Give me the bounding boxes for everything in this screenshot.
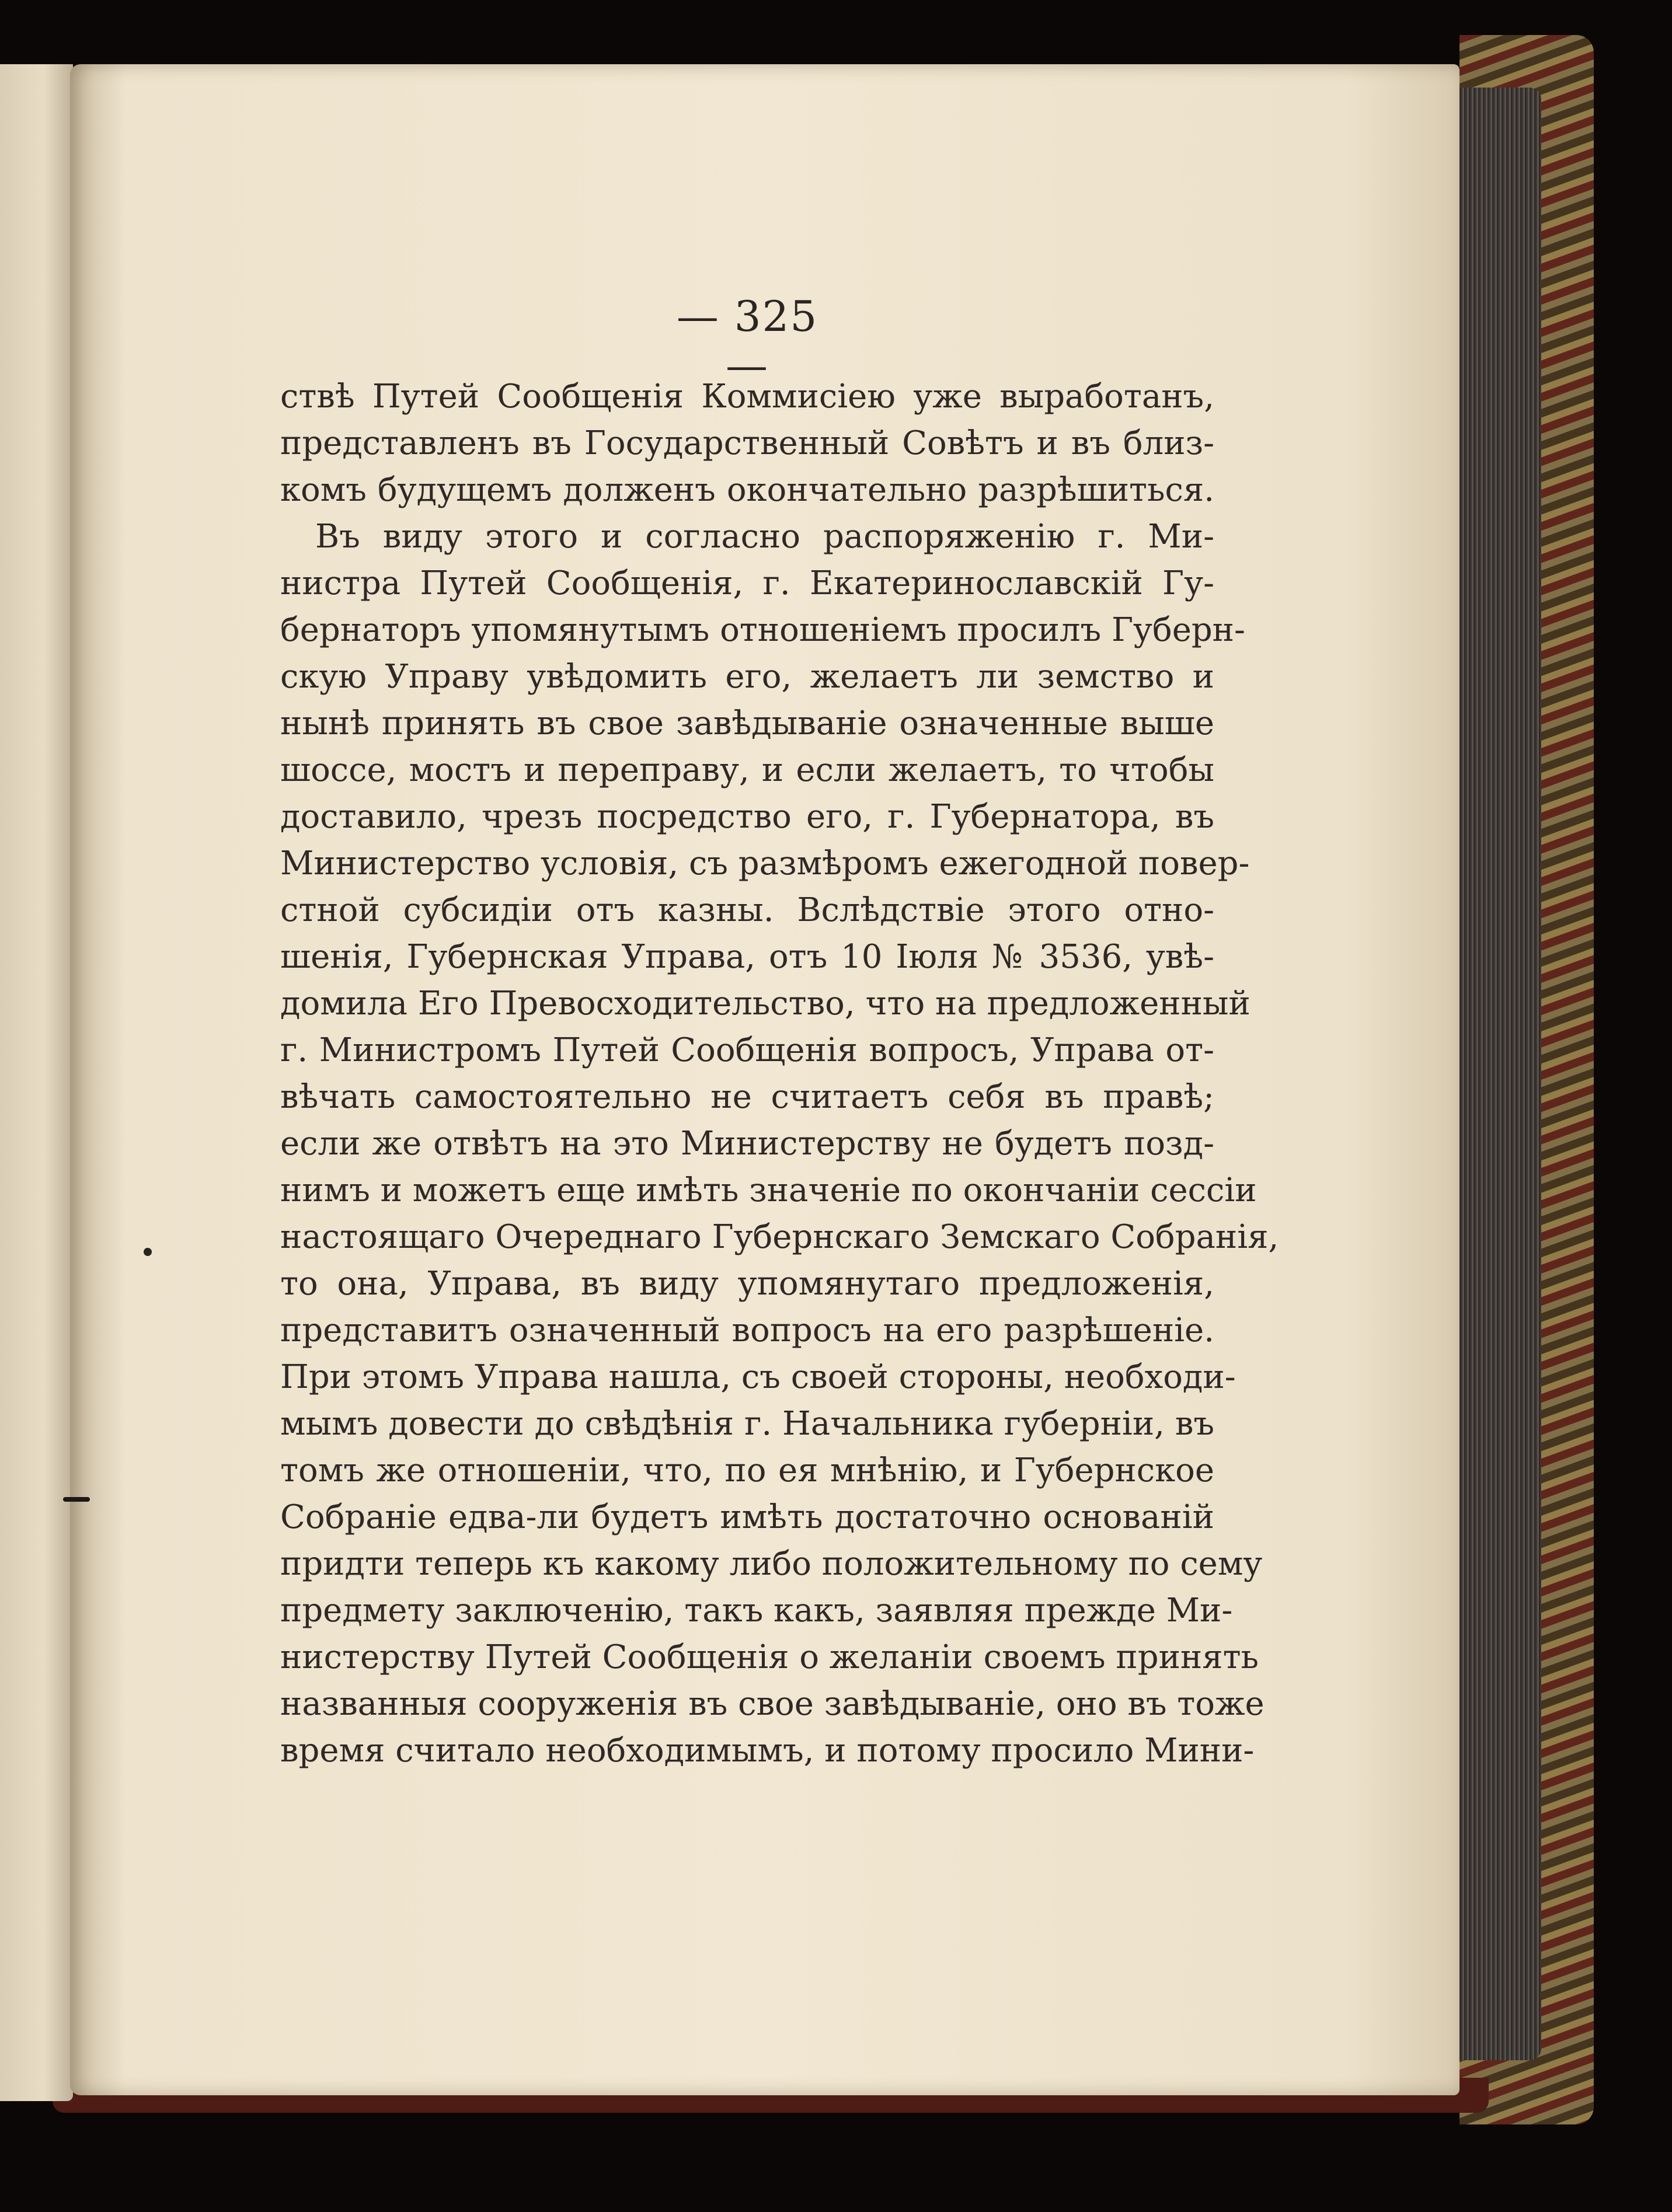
text-line: скую Управу увѣдомить его, желаетъ ли земство и xyxy=(280,658,1214,696)
text-line: предмету заключенію, такъ какъ, заявляя прежде Ми- xyxy=(280,1592,1233,1630)
text-line: шенія, Губернская Управа, отъ 10 Іюля № 3536, увѣ- xyxy=(280,938,1214,976)
text-line: домила Его Превосходительство, что на предложенный xyxy=(280,985,1250,1023)
text-line: то она, Управа, въ виду упомянутаго предложенія, xyxy=(280,1265,1214,1303)
text-line: представитъ означенный вопросъ на его разрѣшеніе. xyxy=(280,1311,1214,1349)
text-line: время считало необходимымъ, и потому просило Мини- xyxy=(280,1732,1255,1770)
ink-mark xyxy=(144,1248,152,1256)
page-body-text xyxy=(280,374,1279,1774)
text-line: томъ же отношеніи, что, по ея мнѣнію, и Губернское xyxy=(280,1452,1214,1489)
text-line: нынѣ принять въ свое завѣдываніе означенные выше xyxy=(280,704,1214,742)
text-line: нимъ и можетъ еще имѣть значеніе по окончаніи сессіи xyxy=(280,1171,1257,1209)
text-line: бернаторъ упомянутымъ отношеніемъ просилъ Губерн- xyxy=(280,611,1245,649)
text-line: вѣчать самостоятельно не считаетъ себя въ правѣ; xyxy=(280,1078,1214,1116)
text-line: если же отвѣтъ на это Министерству не будетъ позд- xyxy=(280,1125,1214,1163)
text-line: представленъ въ Государственный Совѣтъ и въ близ- xyxy=(280,424,1214,462)
text-line: нистерству Путей Сообщенія о желаніи своемъ принять xyxy=(280,1638,1259,1676)
previous-page-edge xyxy=(0,64,73,2101)
text-line: шоссе, мостъ и переправу, и если желаетъ, то чтобы xyxy=(280,751,1214,789)
text-line: мымъ довести до свѣдѣнія г. Начальника губерніи, въ xyxy=(280,1405,1214,1443)
text-line: Министерство условія, съ размѣромъ ежегодной повер- xyxy=(280,845,1250,882)
text-line: нистра Путей Сообщенія, г. Екатеринославскій Гу- xyxy=(280,564,1214,602)
margin-mark xyxy=(63,1497,90,1502)
page-number: — 325 — xyxy=(676,292,818,390)
text-line: Въ виду этого и согласно распоряженію г. Ми- xyxy=(315,518,1214,556)
text-line: При этомъ Управа нашла, съ своей стороны, необходи- xyxy=(280,1358,1236,1396)
text-line: комъ будущемъ долженъ окончательно разрѣшиться. xyxy=(280,471,1214,509)
text-line: доставило, чрезъ посредство его, г. Губернатора, въ xyxy=(280,798,1214,836)
text-line: настоящаго Очереднаго Губернскаго Земскаго Собранія, xyxy=(280,1218,1279,1256)
text-line: придти теперь къ какому либо положительному по сему xyxy=(280,1545,1263,1583)
text-line: г. Министромъ Путей Сообщенія вопросъ, Управа от- xyxy=(280,1031,1214,1069)
text-line: ствѣ Путей Сообщенія Коммисіею уже выработанъ, xyxy=(280,378,1214,416)
text-line: Собраніе едва-ли будетъ имѣть достаточно основаній xyxy=(280,1498,1214,1536)
text-line: стной субсидіи отъ казны. Вслѣдствіе этого отно- xyxy=(280,891,1214,929)
text-line: названныя сооруженія въ свое завѣдываніе, оно въ тоже xyxy=(280,1685,1265,1723)
